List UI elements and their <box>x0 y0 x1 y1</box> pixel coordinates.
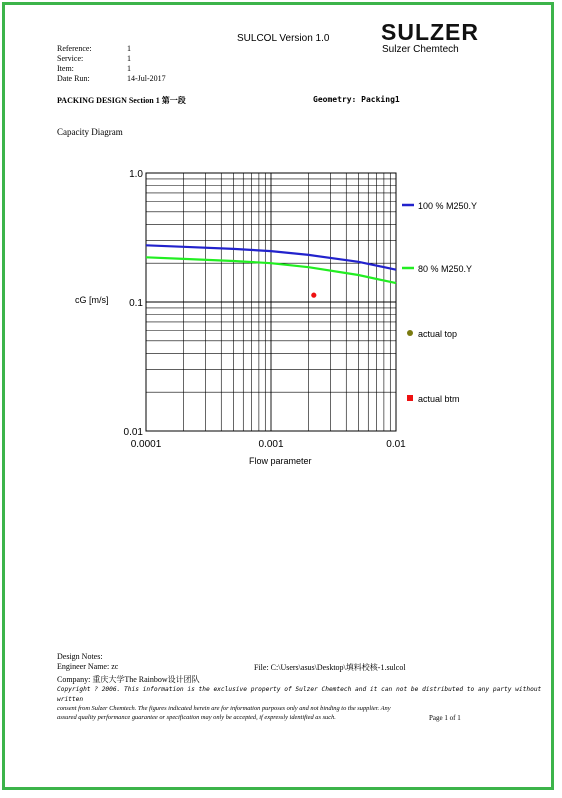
file-path: File: C:\Users\asus\Desktop\填料校核-1.sulcol <box>254 663 406 672</box>
diagram-title: Capacity Diagram <box>57 127 123 137</box>
service-label: Service: <box>57 54 84 63</box>
reference-value: 1 <box>127 44 131 53</box>
x-tick-label: 0.0001 <box>130 439 162 450</box>
copyright-line-3: consent from Sulzer Chemtech. The figures indicated herein are for information purposes only and not binding to the supplier. Any <box>57 705 391 712</box>
tick-labels <box>124 169 407 450</box>
y-tick-label: 1.0 <box>129 169 143 180</box>
date-value: 14-Jul-2017 <box>127 74 166 83</box>
y-tick-label: 0.1 <box>129 298 143 309</box>
page-number: Page 1 of 1 <box>429 714 461 722</box>
company-name: Sulzer Chemtech <box>382 44 459 55</box>
item-value: 1 <box>127 64 131 73</box>
x-tick-label: 0.01 <box>386 439 406 450</box>
reference-label: Reference: <box>57 44 92 53</box>
data-points <box>311 293 316 298</box>
x-tick-label: 0.001 <box>258 439 284 450</box>
legend-point-label-0: actual top <box>418 329 458 339</box>
copyright-line-2: written <box>57 696 84 703</box>
legend <box>402 201 477 404</box>
date-label: Date Run: <box>57 74 90 83</box>
legend-label-0: 100 % M250.Y <box>418 201 478 211</box>
y-tick-label: 0.01 <box>123 427 143 438</box>
company-line: Company: 重庆大学The Rainbow设计团队 <box>57 675 200 684</box>
y-axis-label: cG [m/s] <box>75 295 109 305</box>
sulzer-logo: SULZER <box>381 19 479 45</box>
item-label: Item: <box>57 64 74 73</box>
copyright-line-1: Copyright ? 2006. This information is the exclusive property of Sulzer Chemtech and it can not be distributed to any party without <box>57 686 542 693</box>
engineer-name: Engineer Name: zc <box>57 662 119 671</box>
version-label: SULCOL Version 1.0 <box>237 33 330 44</box>
x-axis-label: Flow parameter <box>249 456 312 466</box>
chart-grid <box>146 173 396 431</box>
legend-point-label-1: actual btm <box>418 394 460 404</box>
design-notes-label: Design Notes: <box>57 652 103 661</box>
data-point-actual-btm <box>311 293 316 298</box>
legend-label-1: 80 % M250.Y <box>418 264 473 274</box>
legend-marker-0 <box>407 330 413 336</box>
legend-marker-1 <box>407 395 413 401</box>
service-value: 1 <box>127 54 131 63</box>
section-title: PACKING DESIGN Section 1 第一段 <box>57 96 186 105</box>
copyright-line-4: assured quality performance guarantee or specification may only be accepted, if expressly identified as such. <box>57 714 336 721</box>
geometry-label: Geometry: Packing1 <box>313 95 400 104</box>
